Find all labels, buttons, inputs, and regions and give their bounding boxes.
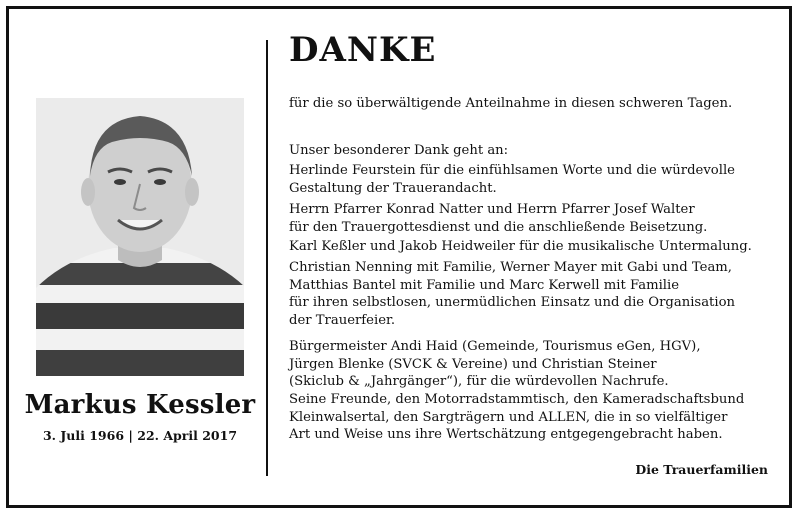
intro-text: für die so überwältigende Anteilnahme in diesen schweren Tagen. bbox=[289, 96, 733, 111]
text-line: Matthias Bantel mit Familie und Marc Kerwell mit Familie bbox=[289, 277, 680, 293]
thanks-paragraph bbox=[289, 201, 779, 236]
thanks-subheading: Unser besonderer Dank geht an: bbox=[289, 143, 509, 158]
text-line: Bürgermeister Andi Haid (Gemeinde, Tourismus eGen, HGV), bbox=[289, 339, 701, 354]
vertical-divider bbox=[266, 40, 268, 476]
text-line: der Trauerfeier. bbox=[289, 312, 396, 328]
deceased-name: Markus Kessler bbox=[24, 390, 256, 420]
thanks-paragraph bbox=[289, 238, 779, 256]
notice-heading: DANKE bbox=[289, 30, 437, 70]
text-line: Gestaltung der Trauerandacht. bbox=[289, 180, 497, 196]
text-line: Seine Freunde, den Motorradstammtisch, den Kameradschaftsbund bbox=[289, 392, 745, 407]
text-line: Herrn Pfarrer Konrad Natter und Herrn Pfarrer Josef Walter bbox=[289, 202, 695, 217]
text-line: Jürgen Blenke (SVCK & Vereine) und Christian Steiner bbox=[289, 356, 657, 372]
text-line: Herlinde Feurstein für die einfühlsamen Worte und die würdevolle bbox=[289, 163, 735, 178]
life-dates: 3. Juli 1966 | 22. April 2017 bbox=[42, 428, 238, 443]
text-line: (Skiclub & „Jahrgänger“), für die würdevollen Nachrufe. bbox=[289, 374, 669, 389]
text-line: Kleinwalsertal, den Sargträgern und ALLEN, die in so vielfältiger bbox=[289, 409, 728, 425]
thanks-paragraph bbox=[289, 259, 779, 329]
text-line: für den Trauergottesdienst und die anschließende Beisetzung. bbox=[289, 219, 708, 235]
thanks-paragraph bbox=[289, 162, 779, 197]
text-line: für ihren selbstlosen, unermüdlichen Einsatz und die Organisation bbox=[289, 295, 736, 310]
portrait-photo bbox=[36, 98, 244, 376]
text-line: Christian Nenning mit Familie, Werner Mayer mit Gabi und Team, bbox=[289, 260, 733, 275]
text-line: Art und Weise uns ihre Wertschätzung entgegengebracht haben. bbox=[289, 427, 723, 442]
thanks-paragraph bbox=[289, 391, 779, 444]
thanks-paragraph bbox=[289, 338, 779, 391]
text-line: Karl Keßler und Jakob Heidweiler für die musikalische Untermalung. bbox=[289, 239, 752, 254]
signature: Die Trauerfamilien bbox=[635, 462, 768, 477]
